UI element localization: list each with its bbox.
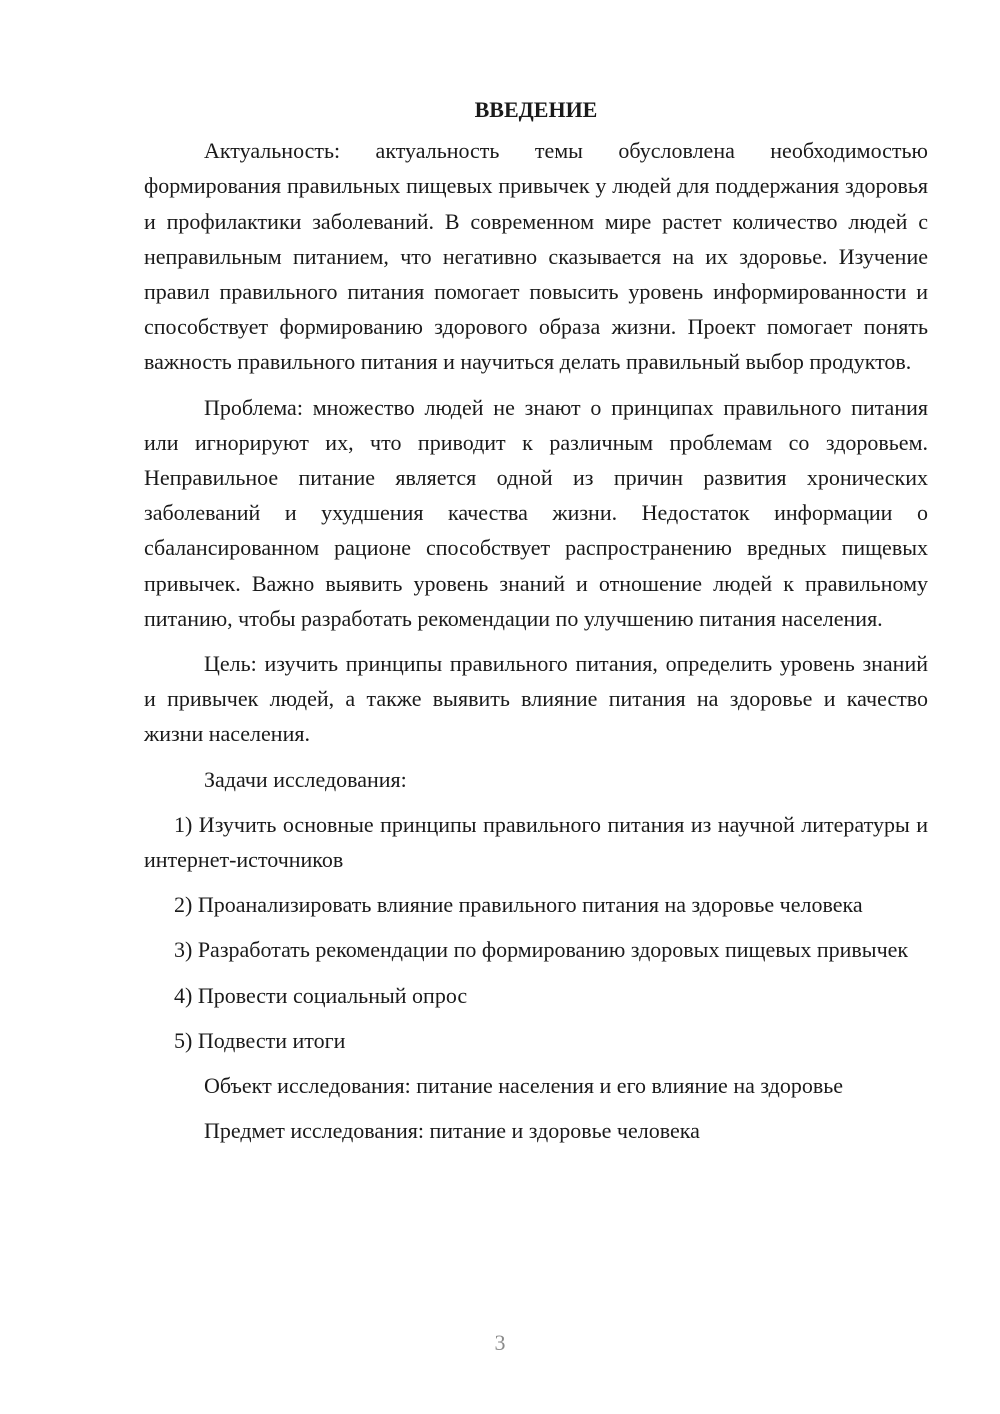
relevance-paragraph: Актуальность: актуальность темы обусловлена необходимостью формирования правильных пищевых привычек у людей для поддержания здоровья и профилактики заболеваний. В современном мире растет количество людей с неправильным питанием, что негативно сказывается на их здоровье. Изучение правил правильного питания помогает повысить уровень информированности и способствует формированию здорового образа жизни. Проект помогает понять важность правильного питания и научиться делать правильный выбор продуктов. [144,138,928,375]
task-item: 5) Подвести итоги [174,1027,346,1053]
problem-paragraph: Проблема: множество людей не знают о принципах правильного питания или игнорируют их, что приводит к различным проблемам со здоровьем. Неправильное питание является одной из причин развития хронических заболеваний и ухудшения качества жизни. Недостаток информации о сбалансированном рационе способствует распространению вредных пищевых привычек. Важно выявить уровень знаний и отношение людей к правильному питанию, чтобы разработать рекомендации по улучшению питания населения. [144,394,928,631]
page-number: 3 [494,1330,506,1355]
tasks-heading: Задачи исследования: [204,766,407,792]
task-item: 2) Проанализировать влияние правильного питания на здоровье человека [174,892,863,918]
task-item: 4) Провести социальный опрос [174,982,468,1008]
document-page [144,92,928,1158]
research-subject: Предмет исследования: питание и здоровье человека [204,1118,700,1144]
goal-paragraph: Цель: изучить принципы правильного питания, определить уровень знаний и привычек людей, а также выявить влияние питания на здоровье и качество жизни населения. [144,651,928,747]
task-item: 3) Разработать рекомендации по формированию здоровых пищевых привычек [174,937,909,963]
section-title: ВВЕДЕНИЕ [474,97,598,122]
task-item: 1) Изучить основные принципы правильного питания из научной литературы и интернет-источников [144,811,928,873]
research-object: Объект исследования: питание населения и его влияние на здоровье [204,1073,844,1099]
